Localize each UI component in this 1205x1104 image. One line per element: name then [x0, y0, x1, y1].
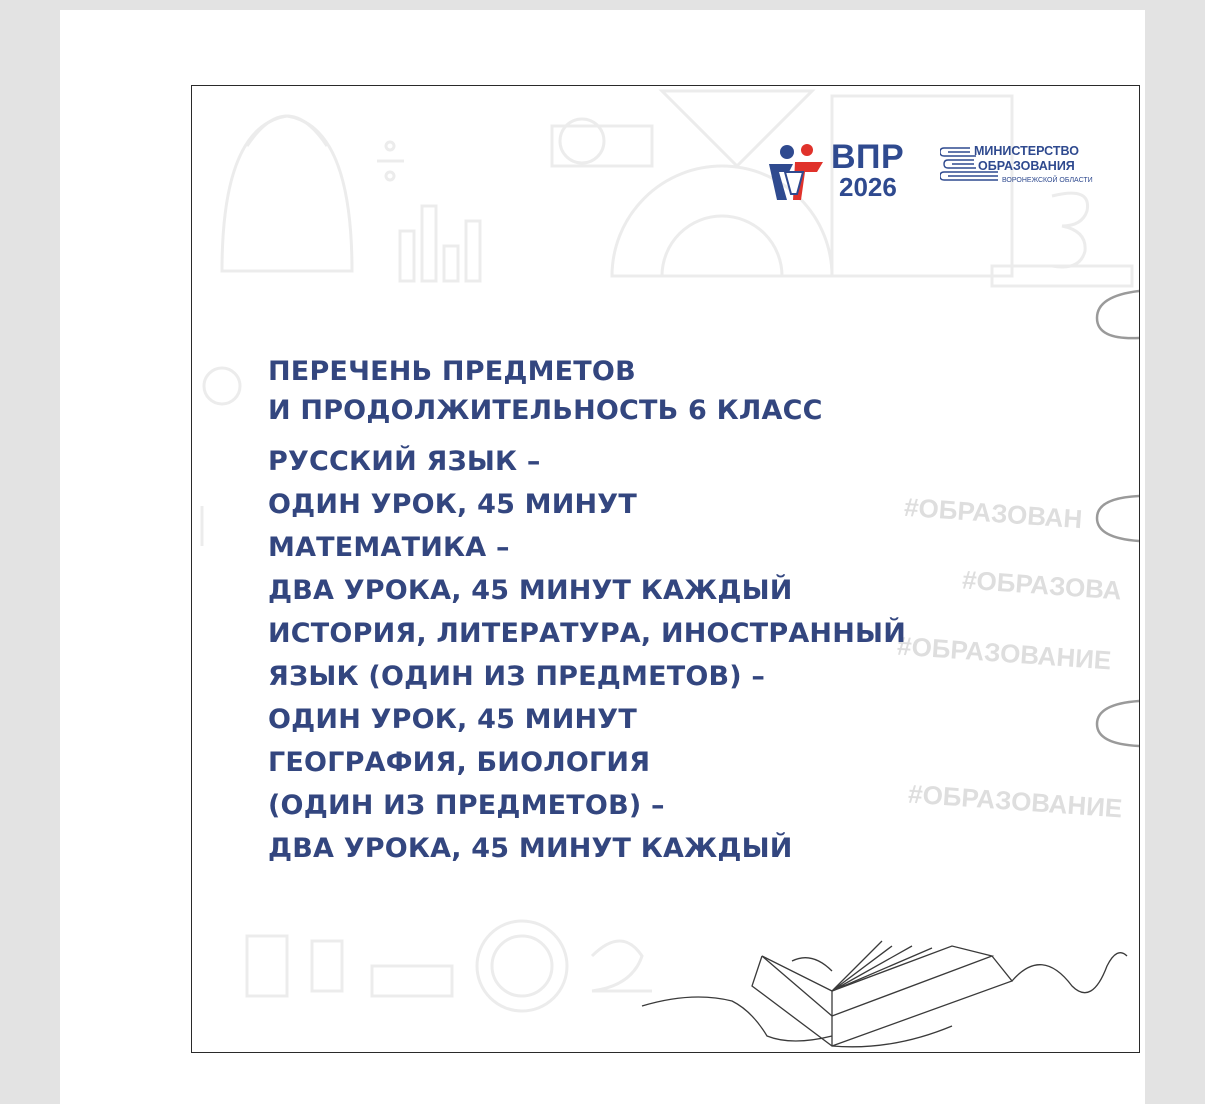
subject-line: РУССКИЙ ЯЗЫК – [268, 446, 541, 477]
vpr-year: 2026 [839, 172, 897, 202]
bg-hashtag-2: #ОБРАЗОВА [961, 564, 1123, 606]
subject-line: ОДИН УРОК, 45 МИНУТ [268, 489, 637, 520]
bg-hashtag-1: #ОБРАЗОВАН [903, 491, 1084, 535]
grade-label: 6 КЛАСС [688, 395, 823, 426]
subject-line: (ОДИН ИЗ ПРЕДМЕТОВ) – [268, 790, 665, 821]
heading-line-1: ПЕРЕЧЕНЬ ПРЕДМЕТОВ [268, 356, 636, 387]
ring-1 [1097, 291, 1139, 338]
page-sheet [60, 10, 1145, 1104]
bg-hashtag-3: #ОБРАЗОВАНИЕ [896, 630, 1113, 676]
ministry-region: ВОРОНЕЖСКОЙ ОБЛАСТИ [1002, 177, 1093, 184]
ring-3 [1097, 701, 1139, 746]
info-card [191, 85, 1140, 1053]
bg-hashtag-4: #ОБРАЗОВАНИЕ [907, 778, 1124, 824]
vpr-emblem-icon [767, 142, 829, 204]
heading-line-2-text: И ПРОДОЛЖИТЕЛЬНОСТЬ [268, 395, 679, 426]
subject-line: ИСТОРИЯ, ЛИТЕРАТУРА, ИНОСТРАННЫЙ [268, 618, 906, 649]
backpack-doodle [222, 116, 352, 271]
subject-line: ГЕОГРАФИЯ, БИОЛОГИЯ [268, 747, 651, 778]
ministry-logo [940, 144, 1100, 194]
main-content [268, 352, 1068, 870]
subject-line: МАТЕМАТИКА – [268, 532, 510, 563]
subject-line: ДВА УРОКА, 45 МИНУТ КАЖДЫЙ [268, 833, 793, 864]
header-logos [767, 138, 1097, 208]
heading [268, 352, 1068, 430]
subject-line: ОДИН УРОК, 45 МИНУТ [268, 704, 637, 735]
ring-2 [1097, 496, 1139, 541]
ministry-name-line1: МИНИСТЕРСТВО [974, 144, 1079, 158]
ministry-name-line2: ОБРАЗОВАНИЯ [978, 159, 1075, 173]
subject-list [268, 440, 1068, 870]
vpr-title: ВПР [831, 138, 905, 176]
heading-line-2 [268, 391, 1068, 430]
subject-line: ЯЗЫК (ОДИН ИЗ ПРЕДМЕТОВ) – [268, 661, 766, 692]
open-book-drawing [642, 941, 1127, 1047]
subject-line: ДВА УРОКА, 45 МИНУТ КАЖДЫЙ [268, 575, 793, 606]
